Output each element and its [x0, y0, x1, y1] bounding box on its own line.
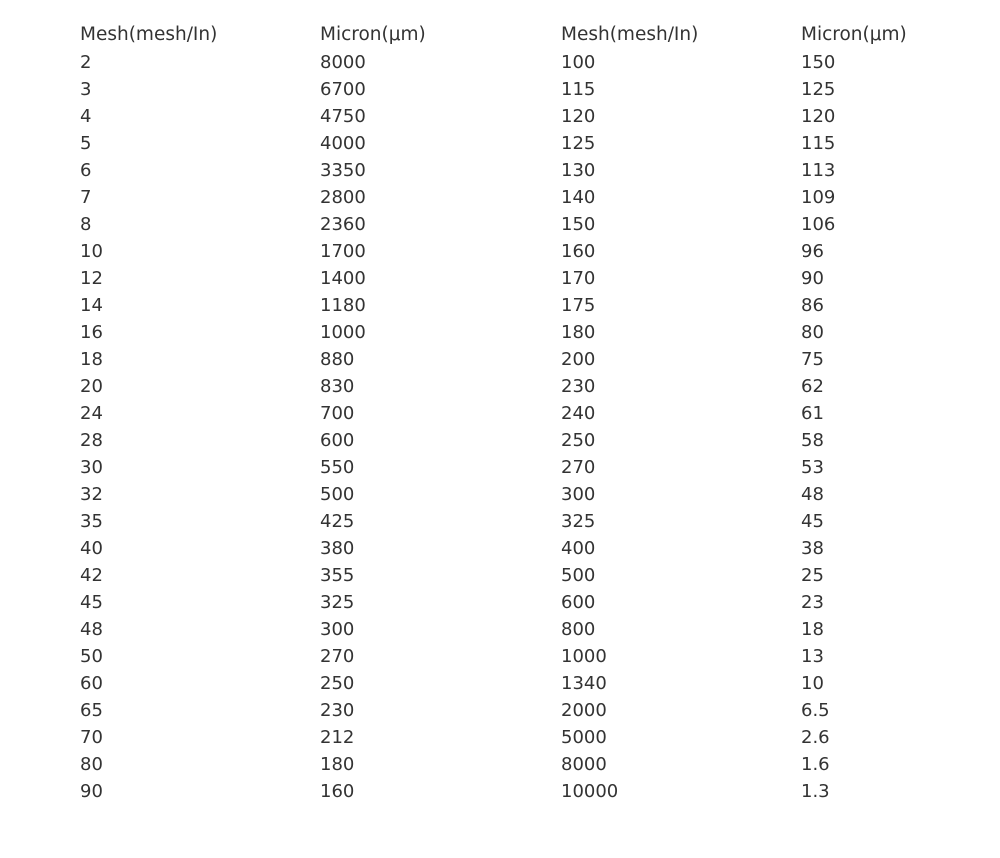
table-row [78, 346, 958, 373]
cell-mesh-2: 150 [561, 214, 596, 235]
cell-micron-2: 1.3 [801, 781, 830, 802]
table-row [78, 616, 958, 643]
cell-mesh-1: 28 [80, 430, 103, 451]
cell-mesh-1: 30 [80, 457, 103, 478]
cell-micron-2: 25 [801, 565, 824, 586]
cell-mesh-2: 240 [561, 403, 596, 424]
cell-mesh-2: 325 [561, 511, 596, 532]
cell-micron-2: 6.5 [801, 700, 830, 721]
cell-micron-1: 425 [320, 511, 355, 532]
cell-micron-1: 1000 [320, 322, 366, 343]
cell-micron-1: 300 [320, 619, 355, 640]
cell-micron-2: 1.6 [801, 754, 830, 775]
mesh-micron-table-container [78, 20, 958, 805]
cell-micron-1: 4750 [320, 106, 366, 127]
table-body [78, 49, 958, 805]
header-micron-2: Micron(μm) [801, 24, 907, 45]
table-row [78, 76, 958, 103]
table-row [78, 589, 958, 616]
cell-micron-2: 90 [801, 268, 824, 289]
cell-micron-1: 700 [320, 403, 355, 424]
cell-mesh-1: 6 [80, 160, 92, 181]
cell-micron-1: 600 [320, 430, 355, 451]
table-row [78, 49, 958, 76]
table-row [78, 157, 958, 184]
cell-micron-2: 61 [801, 403, 824, 424]
cell-micron-2: 38 [801, 538, 824, 559]
cell-mesh-2: 270 [561, 457, 596, 478]
table-row [78, 508, 958, 535]
cell-mesh-1: 16 [80, 322, 103, 343]
header-row [78, 20, 958, 49]
table-row [78, 454, 958, 481]
cell-mesh-1: 32 [80, 484, 103, 505]
table-row [78, 724, 958, 751]
cell-micron-1: 2800 [320, 187, 366, 208]
cell-micron-1: 250 [320, 673, 355, 694]
table-row [78, 103, 958, 130]
cell-micron-2: 125 [801, 79, 836, 100]
cell-mesh-1: 70 [80, 727, 103, 748]
cell-micron-2: 120 [801, 106, 836, 127]
cell-mesh-2: 140 [561, 187, 596, 208]
cell-micron-1: 160 [320, 781, 355, 802]
cell-mesh-2: 160 [561, 241, 596, 262]
cell-micron-1: 880 [320, 349, 355, 370]
table-header [78, 20, 958, 49]
cell-mesh-2: 2000 [561, 700, 607, 721]
cell-micron-2: 62 [801, 376, 824, 397]
cell-mesh-1: 12 [80, 268, 103, 289]
cell-mesh-1: 2 [80, 52, 92, 73]
table-row [78, 319, 958, 346]
cell-mesh-2: 400 [561, 538, 596, 559]
cell-micron-2: 18 [801, 619, 824, 640]
table-row [78, 697, 958, 724]
table-row [78, 373, 958, 400]
cell-micron-1: 270 [320, 646, 355, 667]
cell-mesh-2: 10000 [561, 781, 619, 802]
cell-mesh-2: 5000 [561, 727, 607, 748]
cell-micron-1: 180 [320, 754, 355, 775]
table-row [78, 184, 958, 211]
cell-micron-2: 45 [801, 511, 824, 532]
cell-mesh-2: 175 [561, 295, 596, 316]
cell-mesh-2: 600 [561, 592, 596, 613]
cell-mesh-1: 20 [80, 376, 103, 397]
cell-micron-1: 500 [320, 484, 355, 505]
cell-micron-1: 325 [320, 592, 355, 613]
cell-micron-2: 96 [801, 241, 824, 262]
cell-mesh-2: 300 [561, 484, 596, 505]
cell-mesh-1: 18 [80, 349, 103, 370]
mesh-micron-table [78, 20, 958, 805]
table-row [78, 535, 958, 562]
cell-mesh-1: 24 [80, 403, 103, 424]
cell-micron-2: 150 [801, 52, 836, 73]
header-mesh-1: Mesh(mesh/In) [80, 24, 218, 45]
cell-mesh-2: 200 [561, 349, 596, 370]
cell-micron-1: 8000 [320, 52, 366, 73]
cell-micron-2: 86 [801, 295, 824, 316]
cell-mesh-1: 48 [80, 619, 103, 640]
cell-mesh-1: 14 [80, 295, 103, 316]
cell-mesh-2: 170 [561, 268, 596, 289]
cell-micron-2: 115 [801, 133, 836, 154]
cell-micron-1: 6700 [320, 79, 366, 100]
cell-mesh-2: 125 [561, 133, 596, 154]
cell-micron-2: 113 [801, 160, 836, 181]
table-row [78, 427, 958, 454]
cell-mesh-1: 60 [80, 673, 103, 694]
cell-mesh-1: 3 [80, 79, 92, 100]
cell-mesh-1: 8 [80, 214, 92, 235]
cell-micron-2: 23 [801, 592, 824, 613]
cell-mesh-1: 10 [80, 241, 103, 262]
cell-micron-2: 75 [801, 349, 824, 370]
cell-micron-2: 2.6 [801, 727, 830, 748]
cell-micron-1: 830 [320, 376, 355, 397]
cell-mesh-1: 45 [80, 592, 103, 613]
table-row [78, 238, 958, 265]
cell-micron-1: 4000 [320, 133, 366, 154]
cell-mesh-2: 115 [561, 79, 596, 100]
table-row [78, 562, 958, 589]
cell-micron-2: 106 [801, 214, 836, 235]
cell-mesh-2: 130 [561, 160, 596, 181]
header-mesh-2: Mesh(mesh/In) [561, 24, 699, 45]
cell-mesh-1: 65 [80, 700, 103, 721]
table-row [78, 670, 958, 697]
header-micron-1: Micron(μm) [320, 24, 426, 45]
cell-mesh-2: 1340 [561, 673, 607, 694]
cell-mesh-1: 50 [80, 646, 103, 667]
cell-micron-2: 80 [801, 322, 824, 343]
cell-micron-2: 53 [801, 457, 824, 478]
cell-micron-1: 380 [320, 538, 355, 559]
table-row [78, 130, 958, 157]
table-row [78, 292, 958, 319]
cell-mesh-1: 80 [80, 754, 103, 775]
cell-mesh-2: 250 [561, 430, 596, 451]
cell-mesh-1: 35 [80, 511, 103, 532]
cell-mesh-1: 90 [80, 781, 103, 802]
cell-micron-1: 355 [320, 565, 355, 586]
cell-micron-1: 1700 [320, 241, 366, 262]
cell-micron-1: 2360 [320, 214, 366, 235]
cell-mesh-1: 4 [80, 106, 92, 127]
cell-micron-1: 1180 [320, 295, 366, 316]
cell-mesh-1: 40 [80, 538, 103, 559]
cell-micron-1: 230 [320, 700, 355, 721]
cell-mesh-2: 180 [561, 322, 596, 343]
cell-mesh-2: 230 [561, 376, 596, 397]
cell-mesh-2: 100 [561, 52, 596, 73]
table-row [78, 400, 958, 427]
cell-micron-2: 13 [801, 646, 824, 667]
cell-mesh-1: 5 [80, 133, 92, 154]
cell-micron-2: 48 [801, 484, 824, 505]
table-row [78, 481, 958, 508]
cell-micron-2: 10 [801, 673, 824, 694]
table-row [78, 211, 958, 238]
cell-micron-1: 212 [320, 727, 355, 748]
cell-mesh-2: 1000 [561, 646, 607, 667]
cell-micron-2: 109 [801, 187, 836, 208]
table-row [78, 643, 958, 670]
cell-micron-1: 550 [320, 457, 355, 478]
cell-mesh-1: 42 [80, 565, 103, 586]
table-row [78, 265, 958, 292]
cell-micron-1: 1400 [320, 268, 366, 289]
cell-micron-2: 58 [801, 430, 824, 451]
cell-mesh-2: 120 [561, 106, 596, 127]
cell-micron-1: 3350 [320, 160, 366, 181]
cell-mesh-2: 800 [561, 619, 596, 640]
cell-mesh-2: 8000 [561, 754, 607, 775]
table-row [78, 751, 958, 778]
cell-mesh-1: 7 [80, 187, 92, 208]
cell-mesh-2: 500 [561, 565, 596, 586]
table-row [78, 778, 958, 805]
